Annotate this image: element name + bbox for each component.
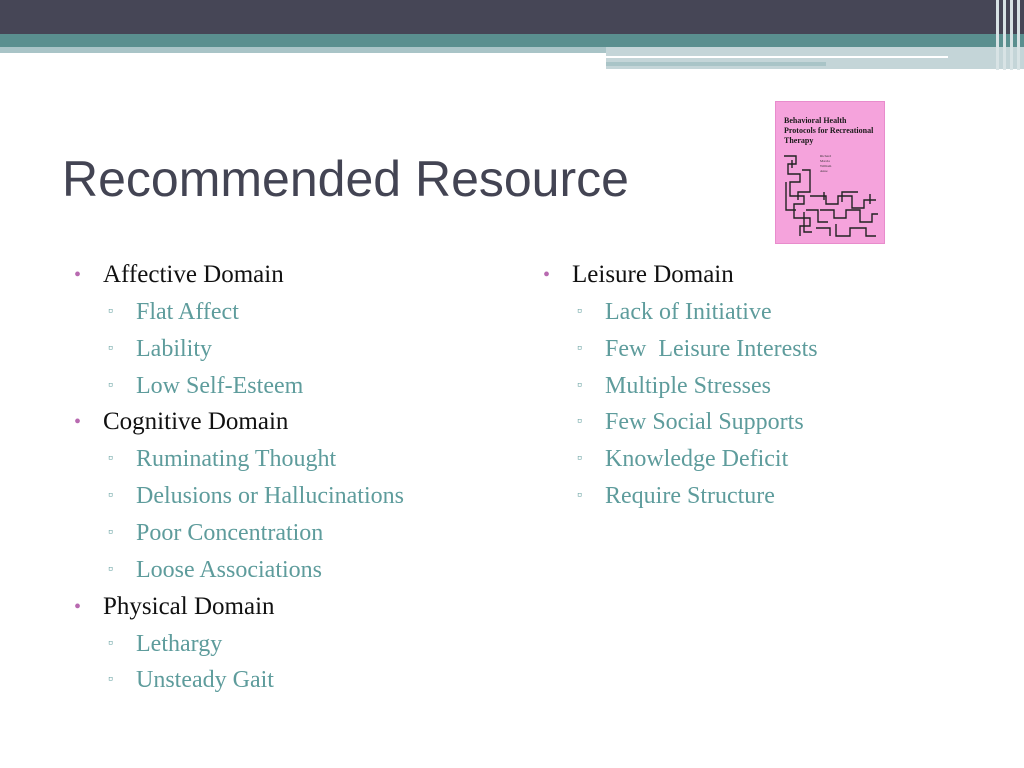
- right-column: [541, 258, 971, 516]
- bullet-affective-domain: • Affective Domain: [74, 261, 284, 288]
- sub-bullet: ▫ Low Self-Esteem: [108, 372, 304, 399]
- bullet-physical-domain: • Physical Domain: [74, 592, 275, 620]
- slide-title: Recommended Resource: [62, 151, 629, 207]
- left-column: [72, 258, 502, 700]
- sub-bullet: ▫ Lack of Initiative: [577, 299, 772, 325]
- sub-bullet: ▫ Flat Affect: [108, 299, 239, 325]
- sub-bullet: ▫ Loose Associations: [108, 556, 322, 583]
- sub-bullet: ▫ Few Social Supports: [577, 409, 804, 436]
- header-vertical-bars: [992, 0, 1024, 70]
- bullet-cognitive-domain: • Cognitive Domain: [74, 408, 289, 436]
- header-light-band: [0, 47, 606, 53]
- header-teal-band: [0, 34, 1024, 47]
- sub-bullet: ▫ Unsteady Gait: [108, 667, 274, 694]
- header-light-band-inner: [606, 62, 826, 66]
- book-cover-image: [775, 101, 885, 244]
- book-cover-title: Behavioral Health Protocols for Recreational Therapy: [784, 116, 874, 145]
- sub-bullet: ▫ Multiple Stresses: [577, 372, 771, 399]
- header-white-line: [606, 56, 948, 58]
- book-cover-authors: Richard Marcia William Anne: [820, 154, 832, 173]
- book-cover-maze-graphic: [780, 152, 880, 240]
- sub-bullet: ▫ Lability: [108, 335, 212, 362]
- sub-bullet: ▫ Delusions or Hallucinations: [108, 483, 404, 510]
- sub-bullet: ▫ Ruminating Thought: [108, 446, 337, 473]
- bullet-leisure-domain: • Leisure Domain: [543, 261, 734, 288]
- sub-bullet: ▫ Few Leisure Interests: [577, 335, 818, 362]
- sub-bullet: ▫ Knowledge Deficit: [577, 446, 789, 473]
- sub-bullet: ▫ Poor Concentration: [108, 519, 324, 546]
- sub-bullet: ▫ Lethargy: [108, 630, 223, 657]
- header-dark-band: [0, 0, 1024, 34]
- sub-bullet: ▫ Require Structure: [577, 482, 775, 509]
